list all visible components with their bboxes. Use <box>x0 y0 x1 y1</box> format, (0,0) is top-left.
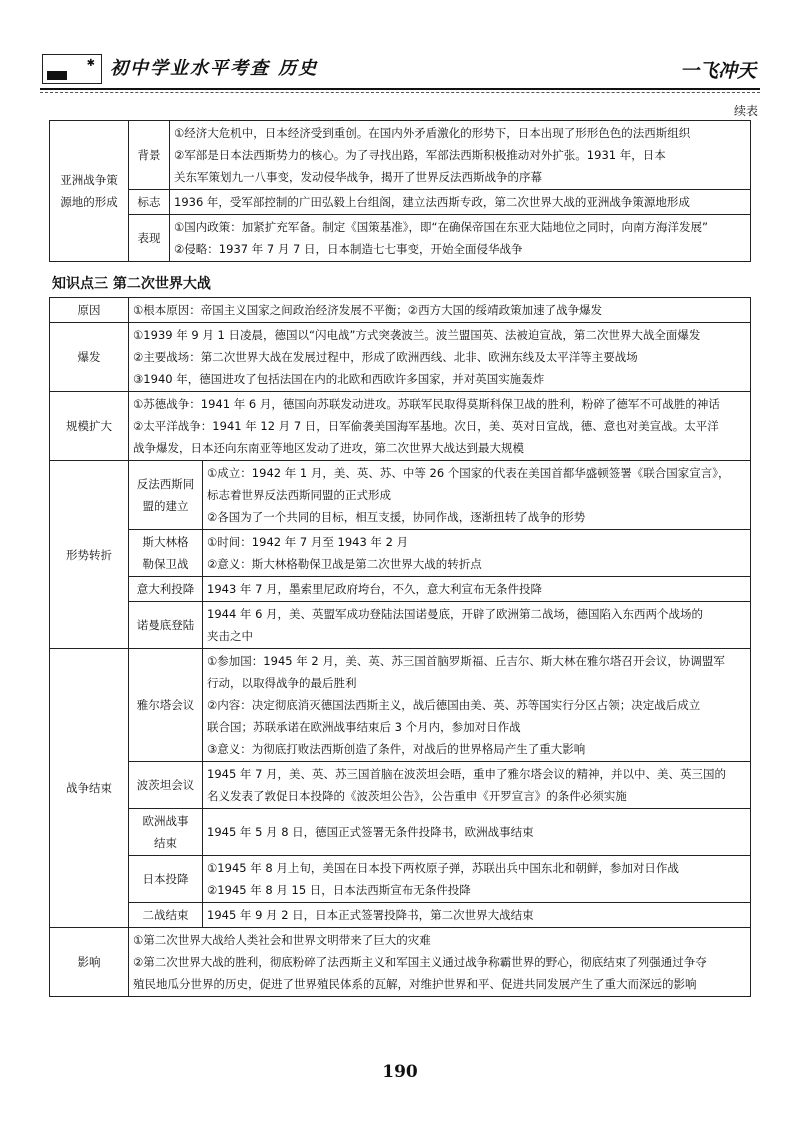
knowledge-point-heading: 知识点三 第二次世界大战 <box>52 276 211 292</box>
impact-label: 影响 <box>50 928 129 997</box>
italy-surrender-label: 意大利投降 <box>129 577 203 602</box>
expansion-label: 规模扩大 <box>50 392 129 461</box>
expansion-content: ①苏德战争：1941 年 6 月，德国向苏联发动进攻。苏联军民取得莫斯科保卫战的胜利，粉碎了德军不可战胜的神话 ②太平洋战争：1941 年 12 月 7 日，日军偷袭美国海军基地。次日，美、英对日宣战，德、意也对美宣战。太平洋 战争爆发，日本还向东南亚等地区发动了进攻，第二次世界大战达到最大规模 <box>129 392 751 461</box>
header-rule <box>40 88 760 90</box>
normandy-label: 诺曼底登陆 <box>129 602 203 649</box>
italy-surrender-content: 1943 年 7 月，墨索里尼政府垮台，不久，意大利宣布无条件投降 <box>203 577 751 602</box>
war-end-label: 战争结束 <box>50 649 129 928</box>
sign-content: 1936 年，受军部控制的广田弘毅上台组阁，建立法西斯专政，第二次世界大战的亚洲战争策源地形成 <box>170 190 751 215</box>
background-content: ①经济大危机中，日本经济受到重创。在国内外矛盾激化的形势下，日本出现了形形色色的法西斯组织 ②军部是日本法西斯势力的核心。为了寻找出路，军部法西斯积极推动对外扩张。1931 年，日本 关东军策划九一八事变，发动侵华战争，揭开了世界反法西斯战争的序幕 <box>170 121 751 190</box>
brand-logo: 一飞冲天 <box>679 60 756 82</box>
outbreak-label: 爆发 <box>50 323 129 392</box>
yalta-content: ①参加国：1945 年 2 月，美、英、苏三国首脑罗斯福、丘吉尔、斯大林在雅尔塔召开会议，协调盟军 行动，以取得战争的最后胜利 ②内容：决定彻底消灭德国法西斯主义，战后德国由美、英、苏等国实行分区占领；决定战后成立 联合国；苏联承诺在欧洲战事结束后 3 个月内，参加对日作战 ③意义：为彻底打败法西斯创造了条件，对战后的世界格局产生了重大影响 <box>203 649 751 762</box>
book-logo-icon <box>42 54 102 84</box>
normandy-content: 1944 年 6 月，美、英盟军成功登陆法国诺曼底，开辟了欧洲第二战场，德国陷入东西两个战场的 夹击之中 <box>203 602 751 649</box>
continued-label: 续表 <box>733 104 758 118</box>
stalingrad-label: 斯大林格 勒保卫战 <box>129 530 203 577</box>
book-title: 初中学业水平考查 历史 <box>110 58 319 79</box>
asia-war-table <box>49 120 751 262</box>
manifestation-content: ①国内政策：加紧扩充军备。制定《国策基准》，即“在确保帝国在东亚大陆地位之同时，向南方海洋发展” ②侵略：1937 年 7 月 7 日，日本制造七七事变，开始全面侵华战争 <box>170 215 751 262</box>
star-icon: ✱ <box>86 58 95 69</box>
europe-end-label: 欧洲战事 结束 <box>129 809 203 856</box>
manifestation-label: 表现 <box>129 215 170 262</box>
potsdam-label: 波茨坦会议 <box>129 762 203 809</box>
page-number: 190 <box>382 1062 418 1082</box>
header-rule-dashed <box>40 92 760 93</box>
sign-label: 标志 <box>129 190 170 215</box>
cause-content: ①根本原因：帝国主义国家之间政治经济发展不平衡；②西方大国的绥靖政策加速了战争爆发 <box>129 298 751 323</box>
wwii-end-content: 1945 年 9 月 2 日，日本正式签署投降书，第二次世界大战结束 <box>203 903 751 928</box>
turning-label: 形势转折 <box>50 461 129 649</box>
allied-alliance-label: 反法西斯同 盟的建立 <box>129 461 203 530</box>
wwii-end-label: 二战结束 <box>129 903 203 928</box>
yalta-label: 雅尔塔会议 <box>129 649 203 762</box>
wwii-table <box>49 297 751 997</box>
outbreak-content: ①1939 年 9 月 1 日凌晨，德国以“闪电战”方式突袭波兰。波兰盟国英、法被迫宣战，第二次世界大战全面爆发 ②主要战场：第二次世界大战在发展过程中，形成了欧洲西线、北非、欧洲东线及太平洋等主要战场 ③1940 年，德国进攻了包括法国在内的北欧和西欧许多国家，并对英国实施轰炸 <box>129 323 751 392</box>
japan-surrender-content: ①1945 年 8 月上旬，美国在日本投下两枚原子弹，苏联出兵中国东北和朝鲜，参加对日作战 ②1945 年 8 月 15 日，日本法西斯宣布无条件投降 <box>203 856 751 903</box>
asia-war-main-label: 亚洲战争策 源地的形成 <box>50 121 129 262</box>
impact-content: ①第二次世界大战给人类社会和世界文明带来了巨大的灾难 ②第二次世界大战的胜利，彻底粉碎了法西斯主义和军国主义通过战争称霸世界的野心，彻底结束了列强通过争夺 殖民地瓜分世界的历史，促进了世界殖民体系的瓦解，对维护世界和平、促进共同发展产生了重大而深远的影响 <box>129 928 751 997</box>
japan-surrender-label: 日本投降 <box>129 856 203 903</box>
background-label: 背景 <box>129 121 170 190</box>
cause-label: 原因 <box>50 298 129 323</box>
stalingrad-content: ①时间：1942 年 7 月至 1943 年 2 月 ②意义：斯大林格勒保卫战是第二次世界大战的转折点 <box>203 530 751 577</box>
potsdam-content: 1945 年 7 月，美、英、苏三国首脑在波茨坦会晤，重申了雅尔塔会议的精神，并以中、美、英三国的 名义发表了敦促日本投降的《波茨坦公告》，公告重申《开罗宣言》的条件必须实施 <box>203 762 751 809</box>
page-header <box>40 48 760 88</box>
europe-end-content: 1945 年 5 月 8 日，德国正式签署无条件投降书，欧洲战事结束 <box>203 809 751 856</box>
allied-alliance-content: ①成立：1942 年 1 月，美、英、苏、中等 26 个国家的代表在美国首都华盛顿签署《联合国家宣言》， 标志着世界反法西斯同盟的正式形成 ②各国为了一个共同的目标，相互支援，协同作战，逐渐扭转了战争的形势 <box>203 461 751 530</box>
